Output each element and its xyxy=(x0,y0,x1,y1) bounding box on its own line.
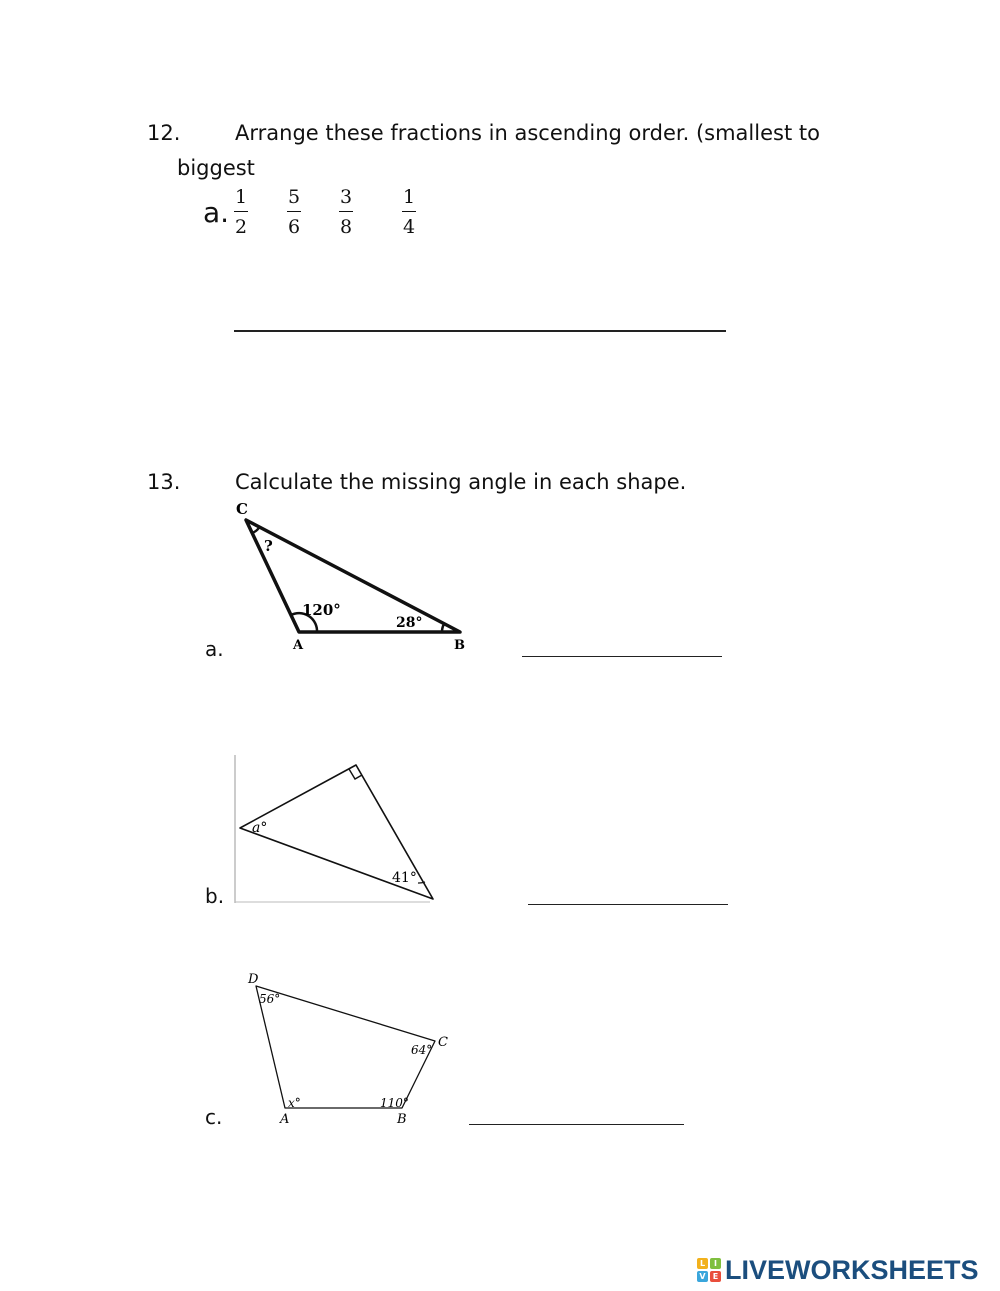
quadrilateral-abcd-diagram xyxy=(240,965,460,1130)
question-13a-answer-field[interactable] xyxy=(522,656,722,657)
vertex-label-a: A xyxy=(293,638,304,653)
question-13-number: 13. xyxy=(147,470,181,494)
angle-arc-41 xyxy=(418,882,425,883)
fraction-1-denominator: 2 xyxy=(234,216,248,238)
question-12-number: 12. xyxy=(147,121,181,145)
question-12-part-a-label: a. xyxy=(203,196,230,229)
right-triangle-diagram xyxy=(232,755,442,905)
fraction-bar xyxy=(287,211,301,212)
question-13b-label: b. xyxy=(205,884,225,908)
logo-blocks-icon xyxy=(697,1258,721,1282)
question-13-text: Calculate the missing angle in each shape. xyxy=(235,470,687,494)
angle-d-value: 56° xyxy=(259,992,281,1006)
vertex-label-c: C xyxy=(438,1035,448,1050)
vertex-label-b: B xyxy=(397,1112,407,1127)
question-12-answer-field[interactable] xyxy=(234,330,726,332)
question-13c-label: c. xyxy=(205,1105,223,1129)
question-13c-answer-field[interactable] xyxy=(469,1124,684,1125)
angle-c-unknown: ? xyxy=(264,537,273,555)
vertex-label-a: A xyxy=(280,1112,290,1127)
vertex-label-c: C xyxy=(236,500,248,518)
fraction-bar xyxy=(234,211,248,212)
liveworksheets-logo xyxy=(697,1255,979,1285)
fraction-2-denominator: 6 xyxy=(287,216,301,238)
question-12-text: Arrange these fractions in ascending order. (smallest to xyxy=(235,121,820,145)
angle-c-value: 64° xyxy=(411,1043,433,1057)
fraction-4-denominator: 4 xyxy=(402,216,416,238)
fraction-3 xyxy=(331,186,361,238)
angle-b-value: 28° xyxy=(396,615,423,631)
logo-block: I xyxy=(710,1258,721,1269)
fraction-3-denominator: 8 xyxy=(339,216,353,238)
logo-block: L xyxy=(697,1258,708,1269)
fraction-4 xyxy=(394,186,424,238)
fraction-2-numerator: 5 xyxy=(287,186,301,208)
question-12-text-continued: biggest xyxy=(177,156,255,180)
question-13b-answer-field[interactable] xyxy=(528,904,728,905)
quadrilateral-shape xyxy=(256,986,435,1108)
logo-block: E xyxy=(710,1271,721,1282)
triangle-abc-shape xyxy=(246,520,460,632)
fraction-3-numerator: 3 xyxy=(339,186,353,208)
logo-text: LIVEWORKSHEETS xyxy=(725,1254,979,1285)
question-13a-label: a. xyxy=(205,637,224,661)
logo-block: V xyxy=(697,1271,708,1282)
fraction-1-numerator: 1 xyxy=(234,186,248,208)
fraction-bar xyxy=(339,211,353,212)
angle-b-value: 110° xyxy=(380,1096,409,1110)
vertex-label-b: B xyxy=(454,638,465,653)
fraction-4-numerator: 1 xyxy=(402,186,416,208)
fraction-bar xyxy=(402,211,416,212)
angle-a-value: 120° xyxy=(302,601,341,619)
fraction-2 xyxy=(279,186,309,238)
fraction-1 xyxy=(226,186,256,238)
triangle-abc-diagram xyxy=(230,495,480,660)
angle-a-unknown: x° xyxy=(288,1096,301,1110)
angle-a-unknown: a° xyxy=(252,820,268,836)
angle-41-value: 41° xyxy=(392,870,417,886)
vertex-label-d: D xyxy=(248,972,259,987)
